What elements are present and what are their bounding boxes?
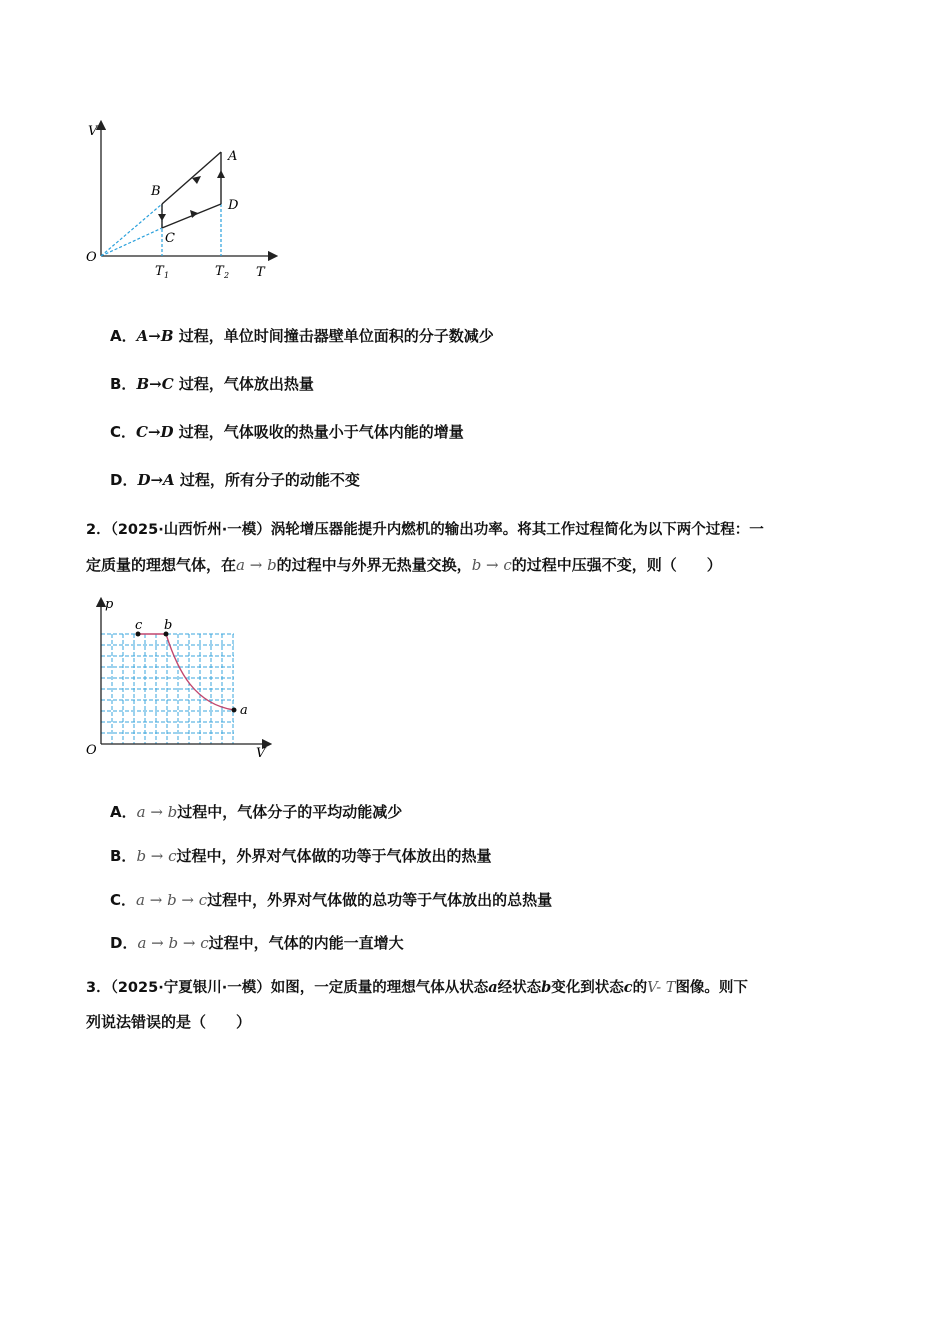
q3-stem-line2: 列说法错误的是（ ） <box>86 1013 252 1031</box>
stem-text: 3．（2025·宁夏银川·一模）如图，一定质量的理想气体从状态 <box>86 980 489 996</box>
stem-text: 的 <box>632 980 648 996</box>
q1-option-b[interactable] <box>110 373 314 394</box>
q1-option-a[interactable] <box>110 325 494 346</box>
state-from: B <box>136 375 150 393</box>
label-v: V <box>88 124 98 139</box>
label-t2-sub: 2 <box>224 271 230 280</box>
stem-text: 变化到状态 <box>551 980 624 996</box>
state-to: A <box>163 471 175 489</box>
label-a: A <box>228 149 238 164</box>
label-p: p <box>105 597 114 612</box>
stem-text: 的过程中与外界无热量交换， <box>276 556 472 574</box>
label-a: a <box>240 703 248 718</box>
state-b: b <box>541 979 552 996</box>
arrow: → <box>147 423 161 441</box>
label-b: b <box>164 618 173 633</box>
option-text: 过程，气体吸收的热量小于气体内能的增量 <box>173 423 464 441</box>
label-v: V <box>256 746 266 761</box>
math-v-t: V- T <box>647 980 676 996</box>
label-t2: T <box>215 264 224 279</box>
option-text: 过程，所有分子的动能不变 <box>174 471 360 489</box>
q2-option-b[interactable] <box>110 845 492 866</box>
state-c: c <box>623 979 633 996</box>
option-math: b → c <box>136 847 177 865</box>
option-letter: B． <box>110 847 137 865</box>
option-letter: B． <box>110 375 137 393</box>
math-a-b: a → b <box>236 556 277 574</box>
option-math: a → b → c <box>137 934 209 952</box>
q2-option-c[interactable] <box>110 889 552 910</box>
label-c: c <box>135 618 143 633</box>
label-b: B <box>151 184 161 199</box>
label-t1: T <box>155 264 164 279</box>
option-text: 过程中，气体的内能一直增大 <box>208 934 404 952</box>
state-to: B <box>160 327 174 345</box>
arrow: → <box>150 471 164 489</box>
state-to: D <box>160 423 174 441</box>
option-letter: A． <box>110 327 137 345</box>
state-to: C <box>161 375 174 393</box>
state-a: a <box>488 979 498 996</box>
option-math: a → b → c <box>136 891 208 909</box>
label-t1-sub: 1 <box>164 271 170 280</box>
arrow-d-a <box>217 170 225 178</box>
q2-option-d[interactable] <box>110 932 404 953</box>
label-d: D <box>228 198 239 213</box>
option-text: 过程中，外界对气体做的总功等于气体放出的总热量 <box>207 891 553 909</box>
option-letter: A． <box>110 803 137 821</box>
option-text: 过程，单位时间撞击器壁单位面积的分子数减少 <box>173 327 494 345</box>
vt-diagram <box>80 115 280 285</box>
state-from: A <box>136 327 149 345</box>
stem-text: 的过程中压强不变，则（ ） <box>511 556 722 574</box>
option-text: 过程，气体放出热量 <box>173 375 314 393</box>
q3-stem-line1 <box>86 976 748 997</box>
state-from: D <box>137 471 151 489</box>
state-from: C <box>136 423 148 441</box>
math-b-c: b → c <box>471 556 512 574</box>
label-t: T <box>256 265 265 280</box>
label-c: C <box>165 231 175 246</box>
arrow: → <box>149 375 162 393</box>
stem-text: 经状态 <box>497 980 542 996</box>
option-math: a → b <box>136 803 178 821</box>
label-o: O <box>86 250 97 265</box>
option-text: 过程中，气体分子的平均动能减少 <box>177 803 403 821</box>
q1-option-d[interactable] <box>110 469 360 490</box>
grid <box>101 634 234 744</box>
option-text: 过程中，外界对气体做的功等于气体放出的热量 <box>176 847 492 865</box>
q2-option-a[interactable] <box>110 801 402 822</box>
arrow: → <box>148 327 161 345</box>
pv-diagram <box>80 592 280 762</box>
q2-stem-line2 <box>86 554 722 575</box>
point-a <box>232 708 237 713</box>
label-o: O <box>86 743 97 758</box>
option-letter: C． <box>110 423 137 441</box>
option-letter: C． <box>110 891 137 909</box>
q1-option-c[interactable] <box>110 421 464 442</box>
option-letter: D． <box>110 934 138 952</box>
q2-stem-line1: 2．（2025·山西忻州·一模）涡轮增压器能提升内燃机的输出功率。将其工作过程简化为以下两个过程：一 <box>86 522 764 538</box>
stem-text: 图像。则下 <box>675 980 748 996</box>
option-letter: D． <box>110 471 138 489</box>
stem-text: 定质量的理想气体，在 <box>86 556 237 574</box>
arrow-b-c <box>158 214 166 221</box>
process-cycle <box>162 152 221 228</box>
